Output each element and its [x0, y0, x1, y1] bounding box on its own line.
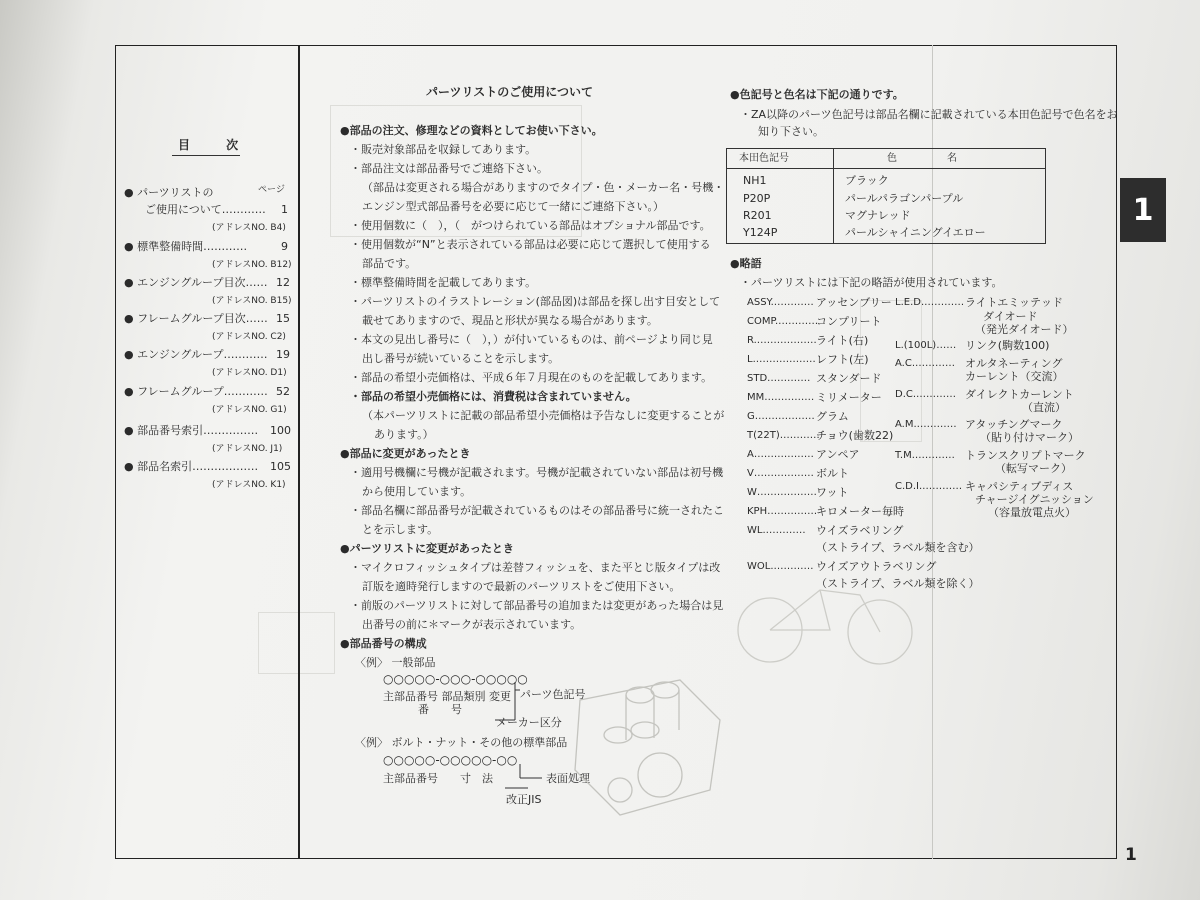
toc-entry-1: ● パーツリストの [124, 186, 214, 199]
abbr-value-note: （容量放電点火） [988, 506, 1076, 519]
body-line: ・マイクロフィッシュタイプは差替フィッシュを、また平とじ版タイプは改 [350, 561, 721, 574]
abbr-value: チョウ(歯数22) [816, 429, 894, 442]
toc-address: (アドレスNO. B12) [212, 260, 292, 270]
abbr-value: コンプリート [816, 315, 882, 328]
abbr-value: キロメーター毎時 [816, 505, 904, 518]
abbr-key: C.D.I.………… [895, 481, 963, 492]
toc-address: (アドレスNO. K1) [212, 480, 286, 490]
section-heading: ●部品の注文、修理などの資料としてお使い下さい。 [340, 124, 603, 137]
section-tab: 1 [1120, 178, 1166, 242]
part-number-format: ○○○○○-○○○-○○○○○ [383, 672, 528, 686]
color-name: パールシャイニングイエロー [845, 226, 986, 239]
engine-illustration-ghost [560, 640, 730, 830]
body-line: ・ZA以降のパーツ色記号は部品名欄に記載されている本田色記号で色名をお [740, 108, 1118, 121]
abbr-key: KPH…………… [747, 506, 818, 517]
abbr-key: G……………… [747, 411, 815, 422]
abbr-key: WOL.………… [747, 561, 814, 572]
example-label: 〈例〉 ボルト・ナット・その他の標準部品 [355, 736, 568, 749]
abbr-value: ダイレクトカーレント [965, 388, 1074, 401]
color-name: ブラック [845, 174, 889, 187]
abbr-key: WL.………… [747, 525, 806, 536]
abbr-value: ウイズアウトラベリング [816, 560, 937, 573]
abbr-value: トランスクリプトマーク [965, 449, 1086, 462]
color-name: パールパラゴンパープル [845, 192, 964, 205]
abbr-value-note: （直流） [1022, 401, 1066, 414]
toc-entry-1-cont: ご使用について………… [145, 203, 266, 216]
body-line: ・本文の見出し番号に（ ），）が付いているものは、前ページより同じ見 [350, 333, 713, 346]
abbr-value: オルタネーティング [965, 357, 1063, 370]
body-line: ・前版のパーツリストに対して部品番号の追加または変更があった場合は見 [350, 599, 724, 612]
abbr-key: STD.………… [747, 373, 811, 384]
body-line: から使用しています。 [362, 485, 472, 498]
abbr-value: スタンダード [816, 372, 882, 385]
abbr-value: ライトエミッテッド [965, 296, 1064, 309]
page-title: パーツリストのご使用について [426, 85, 594, 99]
section-heading: ●略語 [730, 257, 762, 270]
body-line: ・部品名欄に部品番号が記載されているものはその部品番号に統一されたこ [350, 504, 724, 517]
body-line: ・部品注文は部品番号でご連絡下さい。 [350, 162, 548, 175]
abbr-value: グラム [816, 410, 849, 423]
abbr-key: A.C.………… [895, 358, 956, 369]
color-code: R201 [743, 209, 772, 222]
toc-address: (アドレスNO. J1) [212, 444, 283, 454]
toc-entry-6: ● フレームグループ………… [124, 385, 268, 398]
toc-page: 52 [276, 385, 290, 398]
abbr-value: ミリメーター [816, 391, 882, 404]
format-bracket-lines [380, 660, 580, 810]
abbr-value: レフト(左) [816, 353, 869, 366]
abbr-value: ワット [816, 486, 849, 499]
body-line: とを示します。 [362, 523, 439, 536]
abbr-value-note: （ストライプ、ラベル類を除く） [816, 577, 980, 590]
abbr-value: ウイズラベリング [816, 524, 904, 537]
section-heading: ●パーツリストに変更があったとき [340, 542, 514, 555]
toc-title: 目 次 [178, 138, 255, 152]
toc-entry-7: ● 部品番号索引…………… [124, 424, 259, 437]
body-line: （部品は変更される場合がありますのでタイプ・色・メーカー名・号機・ [362, 181, 725, 194]
section-heading: ●色記号と色名は下記の通りです。 [730, 88, 904, 101]
abbr-key: L.……………… [747, 354, 816, 365]
color-code: NH1 [743, 174, 767, 187]
toc-entry-4: ● フレームグループ目次…… [124, 312, 268, 325]
abbr-value: ボルト [816, 467, 849, 480]
table-header: 色 名 [887, 153, 957, 164]
abbr-key: A.M.………… [895, 419, 957, 430]
toc-address: (アドレスNO. B15) [212, 296, 292, 306]
body-line: 出し番号が続いていることを示します。 [362, 352, 560, 365]
body-line: ・標準整備時間を記載してあります。 [350, 276, 537, 289]
body-line: ・使用個数が“N”と表示されている部品は必要に応じて選択して使用する [350, 238, 711, 251]
color-code: P20P [743, 192, 771, 205]
abbr-key: T.M.………… [895, 450, 955, 461]
abbr-value: アタッチングマーク [965, 418, 1063, 431]
toc-title-underline [172, 155, 240, 156]
abbr-key: V……………… [747, 468, 814, 479]
example-label: 〈例〉 一般部品 [355, 656, 436, 669]
body-line: （本パーツリストに記載の部品希望小売価格は予告なしに変更することが [362, 409, 725, 422]
body-line: あります。） [374, 428, 434, 441]
toc-page: 100 [270, 424, 291, 437]
toc-address: (アドレスNO. D1) [212, 368, 287, 378]
toc-entry-2: ● 標準整備時間………… [124, 240, 248, 253]
abbr-value-note: （ストライプ、ラベル類を含む） [816, 541, 980, 554]
body-line: ・パーツリストのイラストレーション(部品図)は部品を探し出す目安として [350, 295, 721, 308]
toc-address: (アドレスNO. G1) [212, 405, 287, 415]
body-line: ・適用号機欄に号機が記載されます。号機が記載されていない部品は初号機 [350, 466, 724, 479]
section-heading: ●部品番号の構成 [340, 637, 427, 650]
toc-page: 9 [281, 240, 288, 253]
abbr-key: COMP.………… [747, 316, 819, 327]
abbr-value: リンク(駒数100) [965, 339, 1050, 352]
abbr-value: キャパシティブディス [965, 480, 1074, 493]
body-line: 載せてありますので、現品と形状が異なる場合があります。 [362, 314, 658, 327]
format-caption: メーカー区分 [496, 716, 562, 729]
body-line-emphasis: ・部品の希望小売価格には、消費税は含まれていません。 [350, 390, 637, 403]
toc-page: 19 [276, 348, 290, 361]
abbr-value-note: （発光ダイオード） [975, 323, 1074, 336]
toc-entry-3: ● エンジングループ目次…… [124, 276, 268, 289]
color-code: Y124P [743, 226, 778, 239]
table-header: 本田色記号 [739, 153, 789, 164]
part-number-format: ○○○○○-○○○○○-○○ [383, 753, 518, 767]
abbr-key: A……………… [747, 449, 814, 460]
toc-page: 1 [281, 203, 288, 216]
page-number: 1 [1125, 845, 1137, 865]
toc-address: (アドレスNO. C2) [212, 332, 286, 342]
toc-page-header: ページ [258, 185, 285, 195]
abbr-key: L.E.D.………… [895, 297, 965, 308]
column-divider [298, 45, 300, 859]
abbr-value: アッセンブリー [816, 296, 892, 309]
body-line: エンジン型式部品番号を必要に応じて一緒にご連絡下さい。） [362, 200, 664, 213]
toc-page: 15 [276, 312, 290, 325]
body-line: 知り下さい。 [758, 125, 824, 138]
color-code-table [726, 148, 1046, 244]
section-heading: ●部品に変更があったとき [340, 447, 471, 460]
format-caption: 表面処理 [546, 772, 590, 785]
abbr-value: アンペア [816, 448, 860, 461]
color-name: マグナレッド [845, 209, 911, 222]
toc-page: 12 [276, 276, 290, 289]
toc-address: (アドレスNO. B4) [212, 223, 286, 233]
abbr-key: W……………… [747, 487, 817, 498]
format-caption: 主部品番号 部品類別 変更 [383, 690, 511, 703]
format-caption: 改正JIS [506, 793, 542, 806]
format-caption: パーツ色記号 [520, 688, 586, 701]
format-caption: 番 号 [418, 703, 462, 716]
abbr-key: T(22T)………… [747, 430, 820, 441]
abbr-value-note: （貼り付けマーク） [980, 431, 1079, 444]
abbr-key: D.C.………… [895, 389, 957, 400]
abbr-key: MM…………… [747, 392, 815, 403]
abbr-key: L.(100L)…… [895, 340, 957, 351]
body-line: 訂版を適時発行しますので最新のパーツリストをご使用下さい。 [362, 580, 681, 593]
abbr-value-note: ダイオード [983, 310, 1038, 323]
body-line: ・使用個数に（ ），（ がつけられている部品はオプショナル部品です。 [350, 219, 711, 232]
body-line: 部品です。 [362, 257, 417, 270]
abbr-value: ライト(右) [816, 334, 869, 347]
toc-page: 105 [270, 460, 291, 473]
toc-entry-5: ● エンジングループ………… [124, 348, 268, 361]
body-line: ・部品の希望小売価格は、平成６年７月現在のものを記載してあります。 [350, 371, 713, 384]
abbr-value-note: チャージイグニッション [975, 493, 1094, 506]
abbr-key: ASSY.………… [747, 297, 814, 308]
body-line: ・パーツリストには下記の略語が使用されています。 [740, 276, 1003, 289]
format-caption: 主部品番号 寸 法 [383, 772, 493, 785]
abbr-value-note: （転写マーク） [995, 462, 1072, 475]
abbr-key: R.……………… [747, 335, 817, 346]
abbr-value-note: カーレント（交流） [965, 370, 1064, 383]
body-line: 出番号の前に＊マークが表示されています。 [362, 618, 582, 631]
body-line: ・販売対象部品を収録してあります。 [350, 143, 537, 156]
toc-entry-8: ● 部品名索引……………… [124, 460, 259, 473]
